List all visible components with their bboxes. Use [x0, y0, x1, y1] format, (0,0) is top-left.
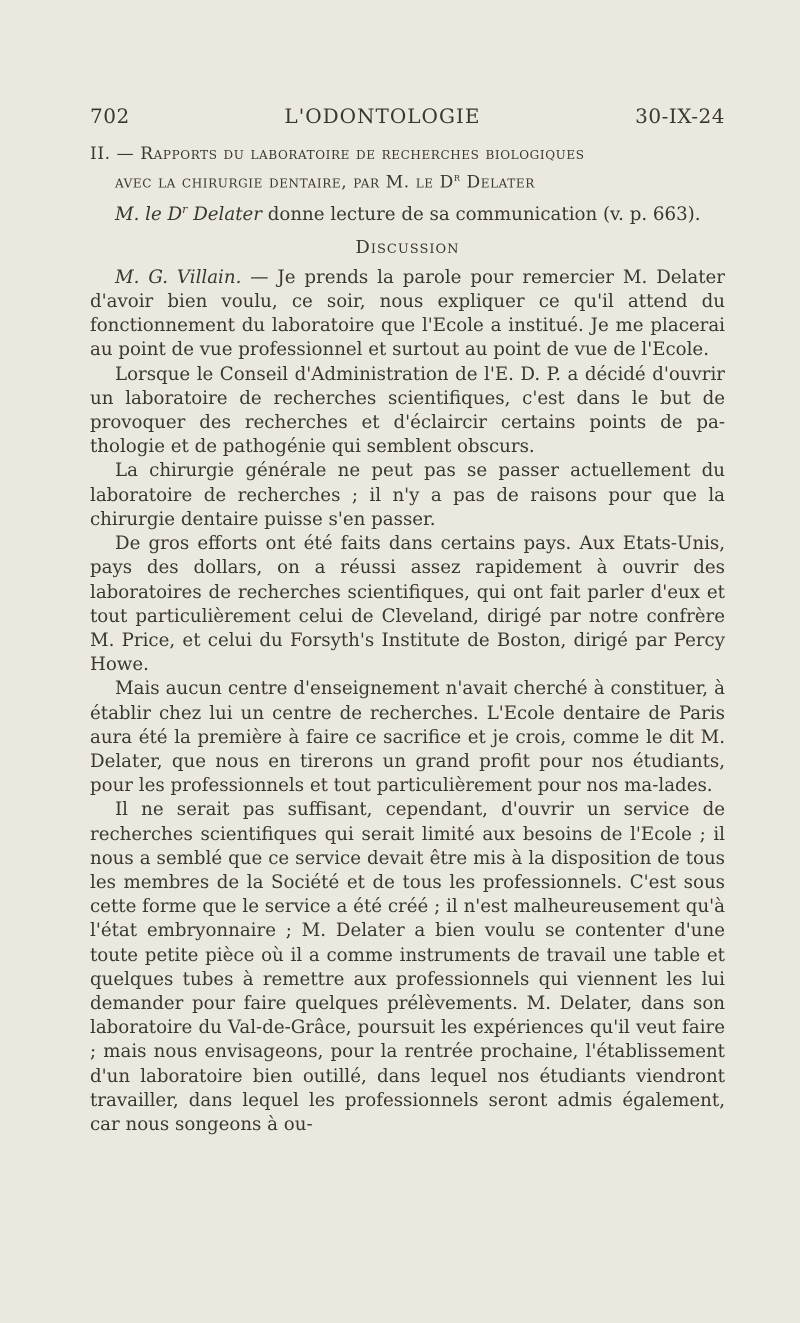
section-title [90, 142, 725, 195]
paragraph-2 [90, 363, 725, 460]
paragraph-1-speaker: M. G. Villain. [115, 266, 242, 288]
paragraph-6-text: Il ne serait pas suffisant, cependant, d'ouvrir un service de recherches scientifiques qui serait limité aux besoins de l'Ecole ; il nous a semblé que ce service devait être mis à la disposition de tous les membres de la Société et de tous les professionnels. C'est sous cette forme que le service a été créé ; il n'est malheureusement qu'à l'état embryonnaire ; M. Delater a bien voulu se contenter d'une toute petite pièce où il a comme instruments de travail une table et quelques tubes à remettre aux professionnels qui viennent les lui demander pour faire quelques prélèvements. M. Delater, dans son laboratoire du Val-de-Grâce, poursuit les expériences qu'il veut faire ; mais nous envisageons, pour la rentrée prochaine, l'établissement d'un laboratoire bien outillé, dans lequel nos étudiants viendront travailler, dans lequel les professionnels seront admis également, car nous songeons à ou- [90, 799, 725, 1135]
issue-date: 30-IX-24 [635, 104, 725, 128]
paragraph-4 [90, 532, 725, 677]
intro-paragraph [90, 203, 725, 227]
paragraph-5-text: Mais aucun centre d'enseignement n'avait cherché à constituer, à établir chez lui un centre de recherches. L'Ecole dentaire de Paris aura été la première à faire ce sacrifice et je crois, comme le dit M. Delater, que nous en tirerons un grand profit pour nos étudiants, pour les professionnels et tout particulièrement pour nos ma-lades. [90, 678, 725, 797]
page [90, 104, 725, 1137]
paragraph-6 [90, 798, 725, 1137]
intro-speaker-sup: r [182, 202, 188, 216]
section-title-line2-post: Delater [460, 172, 535, 193]
intro-speaker [115, 204, 262, 225]
discussion-heading: Discussion [355, 236, 460, 258]
section-title-line1: II. — Rapports du laboratoire de recherches biologiques [90, 144, 585, 164]
paragraph-1 [90, 266, 725, 363]
intro-text: donne lecture de sa communication (v. p. 663). [261, 203, 701, 225]
paragraph-3 [90, 459, 725, 532]
intro-speaker-pre: M. le D [115, 203, 183, 225]
paragraph-5 [90, 677, 725, 798]
paragraph-2-text: Lorsque le Conseil d'Administration de l'E. D. P. a décidé d'ouvrir un laboratoire de recherches scientifiques, c'est dans le but de provoquer des recherches et d'éclaircir certains points de pa-thologie et de pathogénie qui semblent obscurs. [90, 363, 725, 458]
section-title-sup: r [453, 171, 461, 184]
section-title-line2 [90, 166, 725, 195]
paragraph-4-text: De gros efforts ont été faits dans certains pays. Aux Etats-Unis, pays des dollars, on a réussi assez rapidement à ouvrir des laboratoires de recherches scientifiques, qui ont fait parler d'eux et tout particulièrement celui de Cleveland, dirigé par notre confrère M. Price, et celui du Forsyth's Institute de Boston, dirigé par Percy Howe. [90, 533, 725, 676]
running-head [90, 104, 725, 128]
page-number: 702 [90, 104, 130, 128]
paragraph-3-text: La chirurgie générale ne peut pas se passer actuellement du laboratoire de recherches ; il n'y a pas de raisons pour que la chirurgie dentaire puisse s'en passer. [90, 460, 725, 530]
journal-title: L'ODONTOLOGIE [284, 104, 481, 128]
paragraph-1-text: — Je prends la parole pour remercier M. Delater d'avoir bien voulu, ce soir, nous expliquer ce qu'il attend du fonctionnement du laboratoire que l'Ecole a institué. Je me placerai au point de vue professionnel et surtout au point de vue de l'Ecole. [90, 266, 725, 361]
intro-speaker-post: Delater [187, 203, 262, 225]
section-title-line2-pre: avec la chirurgie dentaire, par M. le D [115, 172, 454, 193]
